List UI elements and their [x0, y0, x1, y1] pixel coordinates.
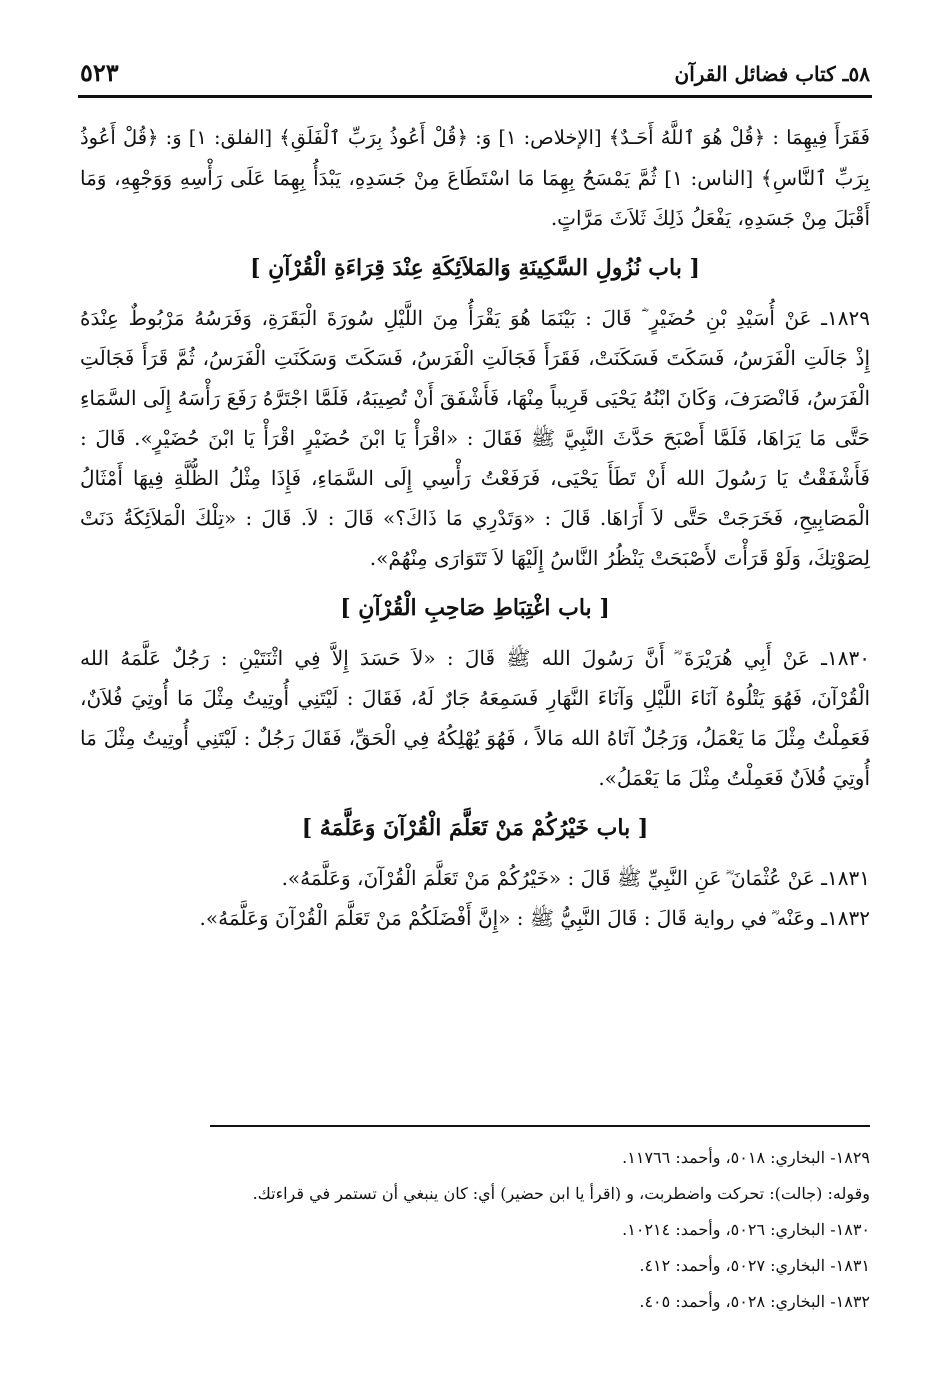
- hadith-line: حَتَّى مَا يَرَاهَا، فَلَمَّا أَصْبَحَ حَدَّثَ النَّبِيَّ ﷺ فَقَالَ : «اقْرَأْ يَا ابْنَ حُضَيْرٍ اقْرَأْ يَا ابْنَ حُضَيْرٍ». قَالَ :: [80, 426, 870, 450]
- page-number: ٥٢٣: [80, 58, 119, 87]
- text-line: فَقَرَأَ فِيهِمَا : ﴿قُلْ هُوَ ٱللَّهُ أَحَـدٌ﴾ [الإخلاص: ١] وَ: ﴿قُلْ أَعُوذُ بِرَبِّ ٱلْفَلَقِ﴾ [الفلق: ١] وَ: ﴿قُلْ أَعُوذُ: [80, 126, 870, 149]
- section-heading: [ باب اغْتِبَاطِ صَاحِبِ الْقُرْآنِ ]: [340, 595, 610, 621]
- main-text: [80, 118, 870, 938]
- footnote: ١٨٣٠- البخاري: ٥٠٢٦، وأحمد: ١٠٢١٤.: [622, 1220, 870, 1239]
- footnote: ١٨٣١- البخاري: ٥٠٢٧، وأحمد: ٤١٢.: [639, 1256, 870, 1275]
- header-rule: [78, 95, 872, 98]
- hadith-line: فَأَشْفَقْتُ يَا رَسُولَ الله أَنْ تَطَأَ يَحْيَى، فَرَفَعْتُ رَأْسِي إِلَى السَّمَاءِ، فَإِذَا مِثْلُ الظُّلَّةِ فِيهَا أَمْثَالُ: [80, 466, 870, 490]
- hadith-line: إِذْ جَالَتِ الْفَرَسُ، فَسَكَتَ فَسَكَنَتْ، فَقَرَأَ فَجَالَتِ الْفَرَسُ، فَسَكَتَ وَسَكَنَتِ الْفَرَسُ، ثُمَّ قَرَأَ فَجَالَتِ: [80, 346, 870, 370]
- section-heading: [ باب نُزُولِ السَّكِينَةِ وَالمَلاَئِكَةِ عِنْدَ قِرَاءَةِ الْقُرْآنِ ]: [250, 255, 700, 281]
- hadith-line: الْقُرْآنَ، فَهُوَ يَتْلُوهُ آنَاءَ اللَّيْلِ وَآنَاءَ النَّهَارِ فَسَمِعَهُ جَارٌ لَهُ، فَقَالَ : لَيْتَنِي أُوتِيتُ مِثْلَ مَا أُوتِيَ فُلاَنٌ،: [80, 686, 870, 710]
- text-line: بِرَبِّ ٱلنَّاسِ﴾ [الناس: ١] ثُمَّ يَمْسَحُ بِهِمَا مَا اسْتَطَاعَ مِنْ جَسَدِهِ، يَبْدَأُ بِهِمَا عَلَى رَأْسِهِ وَوَجْهِهِ، وَمَا: [80, 166, 870, 190]
- hadith-line: ١٨٣١ـ عَنْ عُثْمَانَ ؓ عَنِ النَّبِيِّ ﷺ قَالَ : «خَيْرُكُمْ مَنْ تَعَلَّمَ الْقُرْآنَ، وَعَلَّمَهُ».: [281, 866, 870, 890]
- hadith-line: الْمَصَابِيحِ، فَخَرَجَتْ حَتَّى لاَ أَرَاهَا. قَالَ : «وَتَدْرِي مَا ذَاكَ؟» قَالَ : لاَ. قَالَ : «تِلْكَ الْمَلاَئِكَةُ دَنَتْ: [80, 506, 870, 530]
- hadith-line: لِصَوْتِكَ، وَلَوْ قَرَأْتَ لأَصْبَحَتْ يَنْظُرُ النَّاسُ إِلَيْهَا لاَ تَتَوَارَى مِنْهُمْ».: [369, 546, 870, 570]
- footnote: ١٨٣٢- البخاري: ٥٠٢٨، وأحمد: ٤٠٥.: [639, 1292, 870, 1311]
- hadith-line: ١٨٢٩ـ عَنْ أُسَيْدِ بْنِ حُضَيْرٍ ؓ قَالَ : بَيْنَمَا هُوَ يَقْرَأُ مِنَ اللَّيْلِ سُورَةَ الْبَقَرَةِ، وَفَرَسُهُ مَرْبُوطٌ عِنْدَهُ: [80, 306, 870, 330]
- footnotes: [80, 1140, 870, 1320]
- text-line: أَقْبَلَ مِنْ جَسَدِهِ، يَفْعَلُ ذَلِكَ ثَلاَثَ مَرَّاتٍ.: [550, 206, 870, 230]
- footnote: ١٨٢٩- البخاري: ٥٠١٨، وأحمد: ١١٧٦٦.: [622, 1148, 870, 1167]
- hadith-line: فَعَمِلْتُ مِثْلَ مَا يَعْمَلُ، وَرَجُلٌ آتَاهُ الله مَالاً ، فَهُوَ يُهْلِكُهُ فِي الْحَقِّ، فَقَالَ رَجُلٌ : لَيْتَنِي أُوتِيتُ مِثْلَ مَا: [80, 726, 870, 750]
- page-header: [80, 58, 870, 92]
- hadith-line: الْفَرَسُ، فَانْصَرَفَ، وَكَانَ ابْنُهُ يَحْيَى قَرِيباً مِنْهَا، فَأَشْفَقَ أَنْ تُصِيبَهُ، فَلَمَّا اجْتَرَّهُ رَفَعَ رَأْسَهُ إِلَى السَّمَاءِ: [80, 386, 870, 410]
- hadith-line: أُوتِيَ فُلاَنٌ فَعَمِلْتُ مِثْلَ مَا يَعْمَلُ».: [598, 766, 870, 790]
- chapter-title: ٥٨ـ كتاب فضائل القرآن: [674, 62, 870, 86]
- hadith-line: ١٨٣٠ـ عَنْ أَبِي هُرَيْرَةَ ؓ أَنَّ رَسُولَ الله ﷺ قَالَ : «لاَ حَسَدَ إِلاَّ فِي اثْنَتَيْنِ : رَجُلٌ عَلَّمَهُ الله: [80, 646, 870, 670]
- hadith-line: ١٨٣٢ـ وعَنْه ؓ في رواية قَالَ : قَالَ النَّبِيُّ ﷺ : «إِنَّ أَفْضَلَكُمْ مَنْ تَعَلَّمَ الْقُرْآنَ وَعَلَّمَهُ».: [199, 906, 870, 930]
- footnote-rule: [210, 1125, 870, 1127]
- footnote: وقوله: (جالت): تحركت واضطربت، و (اقرأ يا ابن حضير) أي: كان ينبغي أن تستمر في قراءتك.: [252, 1184, 870, 1203]
- section-heading: [ باب خَيْرُكُمْ مَنْ تَعَلَّمَ الْقُرْآنَ وَعَلَّمَهُ ]: [301, 815, 649, 841]
